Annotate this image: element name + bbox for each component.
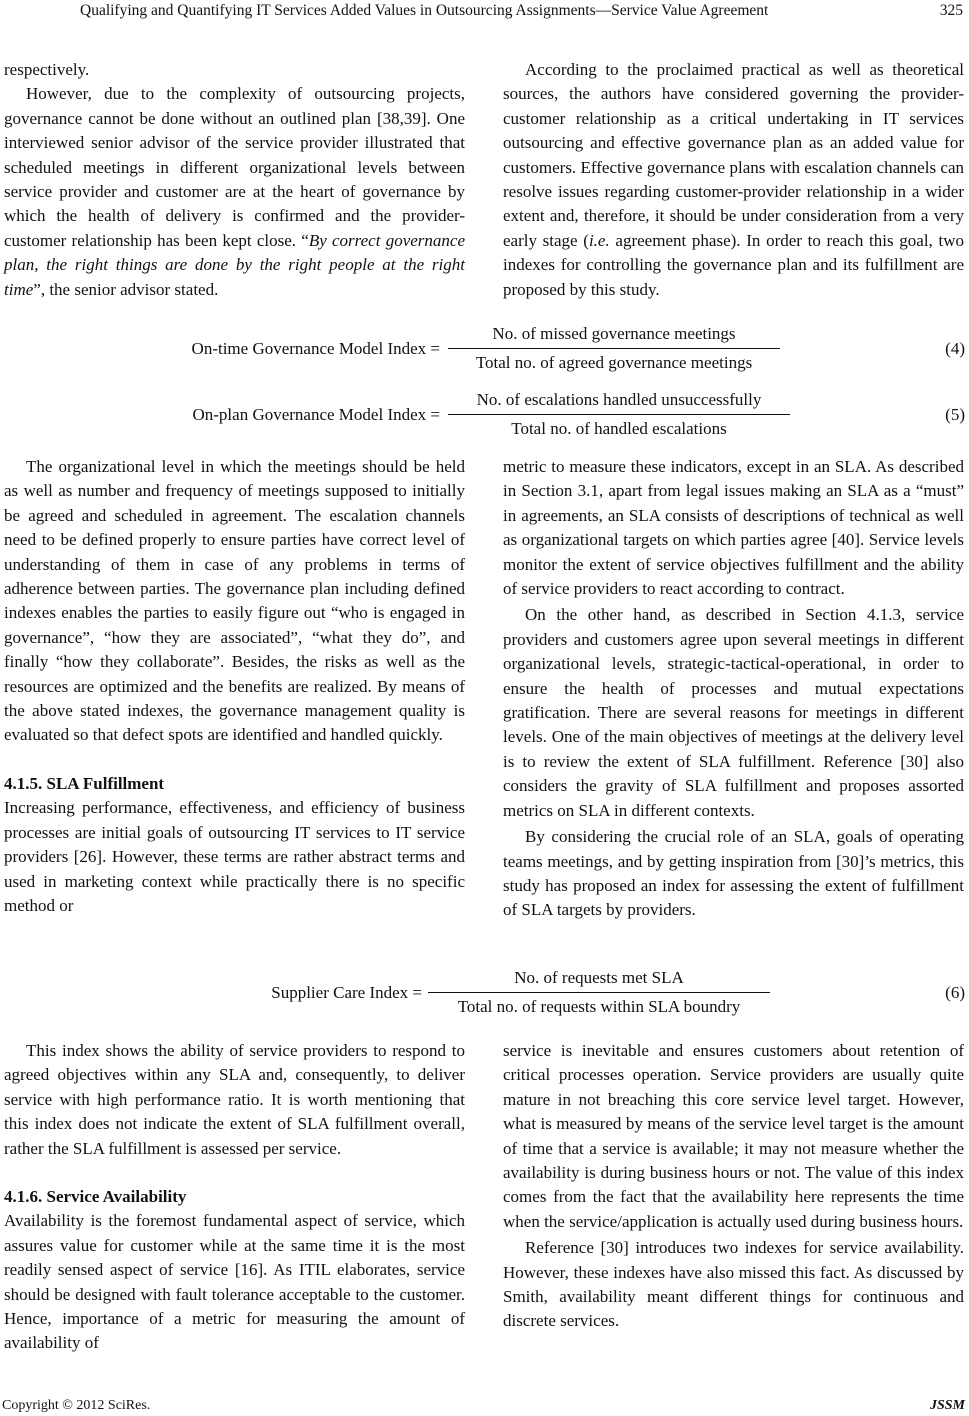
fraction-bar (448, 348, 780, 349)
equation-4 (0, 322, 969, 382)
left-column-3 (4, 1039, 465, 1356)
numerator: No. of requests met SLA (514, 968, 684, 987)
numerator: No. of missed governance meetings (492, 324, 736, 343)
paragraph (503, 58, 964, 302)
page-number: 325 (939, 2, 963, 19)
quote-text: By correct governance plan, the right things are done by the right people at the right time (4, 230, 465, 299)
paragraph: metric to measure these indicators, except in an SLA. As described in Section 3.1, apart from legal issues making an SLA as a “must” in agreements, an SLA consists of descriptions of technical as well as organizational targets on which parties agree [40]. Service levels monitor the extent of service objectives fulfillment and the ability of service providers to react according to contract. (503, 457, 964, 599)
paragraph: This index shows the ability of service providers to respond to agreed objectives within any SLA and, consequently, to deliver service with high performance ratio. It is worth mentioning that this index does not indicate the extent of SLA fulfillment overall, rather the SLA fulfillment is assessed per service. (4, 1041, 465, 1158)
denominator: Total no. of handled escalations (511, 419, 727, 438)
paragraph-text: According to the proclaimed practical as well as theoretical sources, the authors have considered governing the provider-customer relationship as a critical undertaking in IT services outsourcing and effective governance plan as an added value for customers. Effective governance plans with escalation channels can resolve issues regarding customer-provider relationship in a wider extent and, therefore, it should be under consideration from a very early stage ( (503, 60, 964, 250)
paragraph: service is inevitable and ensures customers about retention of critical processes operation. Service providers are usually quite mature in not breaching this core service level target. However, what is measured by means of the service level target is the amount of time that a service is available; it may not measure whether the availability is during business hours or not. The value of this index comes from the fact that the availability here represents the time when the service/application is actually used during business hours. (503, 1041, 964, 1231)
paragraph: Increasing performance, effectiveness, and efficiency of business processes are initial goals of outsourcing IT services to IT service providers [26]. However, these terms are rather abstract terms and used in marketing context while practically there is no specific method or (4, 798, 465, 915)
left-column-1 (4, 58, 465, 302)
fraction (428, 966, 770, 1019)
paragraph: Reference [30] introduces two indexes for service availability. However, these indexes have also missed this fact. As discussed by Smith, availability meant different things for continuous and discrete services. (503, 1238, 964, 1331)
fraction-bar (448, 414, 790, 415)
fraction (448, 322, 780, 375)
paragraph-text: However, due to the complexity of outsourcing projects, governance cannot be done without an outlined plan [38,39]. One interviewed senior advisor of the service provider illustrated that scheduled meetings in different organizational levels between service provider and customer are at the heart of governance by which the health of delivery is confirmed and the provider-customer relationship has been kept close. “ (4, 84, 465, 250)
paragraph: The organizational level in which the meetings should be held as well as number and frequency of meetings supposed to initially be agreed and scheduled in agreement. The escalation channels need to be defined properly to ensure parties have correct level of understanding of them in case of any problems in terms of adherence between parties. The governance plan including defined indexes enables the parties to easily figure out “who is engaged in governance”, “how they are associated”, “what they do”, and finally “how they collaborate”. Besides, the risks as well as the resources are optimized and the benefits are realized. By means of the above stated indexes, the governance management quality is evaluated so that defect spots are identified and handled quickly. (4, 457, 465, 745)
denominator: Total no. of requests within SLA boundry (457, 997, 741, 1016)
numerator: No. of escalations handled unsuccessfully (476, 390, 762, 409)
section-heading: 4.1.6. Service Availability (4, 1187, 187, 1207)
running-header (0, 0, 969, 26)
fraction-bar (428, 992, 770, 993)
left-column-2 (4, 455, 465, 918)
fraction (448, 388, 790, 441)
equation-number: (4) (945, 339, 965, 358)
paragraph (4, 82, 465, 302)
denominator: Total no. of agreed governance meetings (475, 353, 753, 372)
section-heading: 4.1.5. SLA Fulfillment (4, 773, 165, 793)
spacer (4, 1161, 465, 1185)
equation-lhs: On-plan Governance Model Index = (192, 405, 440, 424)
paragraph: respectively. (4, 60, 90, 79)
copyright-text: Copyright © 2012 SciRes. (2, 1398, 151, 1413)
paragraph: Availability is the foremost fundamental aspect of service, which assures value for customer while at the same time it is the most readily sensed aspect of service [16]. As ITIL elaborates, service should be designed with fault tolerance acceptable to the customer. Hence, importance of a metric for measuring the amount of availability of (4, 1211, 465, 1353)
paragraph-text: ”, the senior advisor stated. (33, 279, 219, 299)
equation-number: (5) (945, 405, 965, 424)
spacer (4, 748, 465, 772)
equation-lhs: On-time Governance Model Index = (191, 339, 440, 358)
right-column-1 (503, 58, 964, 302)
right-column-3 (503, 1039, 964, 1334)
paragraph: By considering the crucial role of an SLA, goals of operating teams meetings, and by getting inspiration from [30]’s metrics, this study has proposed an index for assessing the extent of fulfillment of SLA targets by providers. (503, 827, 964, 920)
equation-number: (6) (945, 983, 965, 1002)
paragraph-text: agreement phase). In order to reach this goal, two indexes for controlling the governance plan and its fulfillment are proposed by this study. (503, 230, 964, 299)
right-column-2 (503, 455, 964, 923)
journal-name: JSSM (929, 1398, 965, 1413)
equation-lhs: Supplier Care Index = (271, 983, 422, 1002)
paragraph: On the other hand, as described in Section 4.1.3, service providers and customers agree upon several meetings in different organizational levels, strategic-tactical-operational, in order to ensure the health of processes and mutual expectations gratification. There are several reasons for meetings in different levels. One of the main objectives of meetings at the delivery level is to review the extent of SLA fulfillment. Reference [30] also considers the gravity of SLA fulfillment and proposes assorted metrics on SLA in different contexts. (503, 605, 964, 820)
equation-6 (0, 966, 969, 1026)
italic-ie: i.e. (588, 230, 610, 250)
equation-5 (0, 388, 969, 448)
running-title: Qualifying and Quantifying IT Services Added Values in Outsourcing Assignments—Service Value Agreement (80, 2, 769, 19)
